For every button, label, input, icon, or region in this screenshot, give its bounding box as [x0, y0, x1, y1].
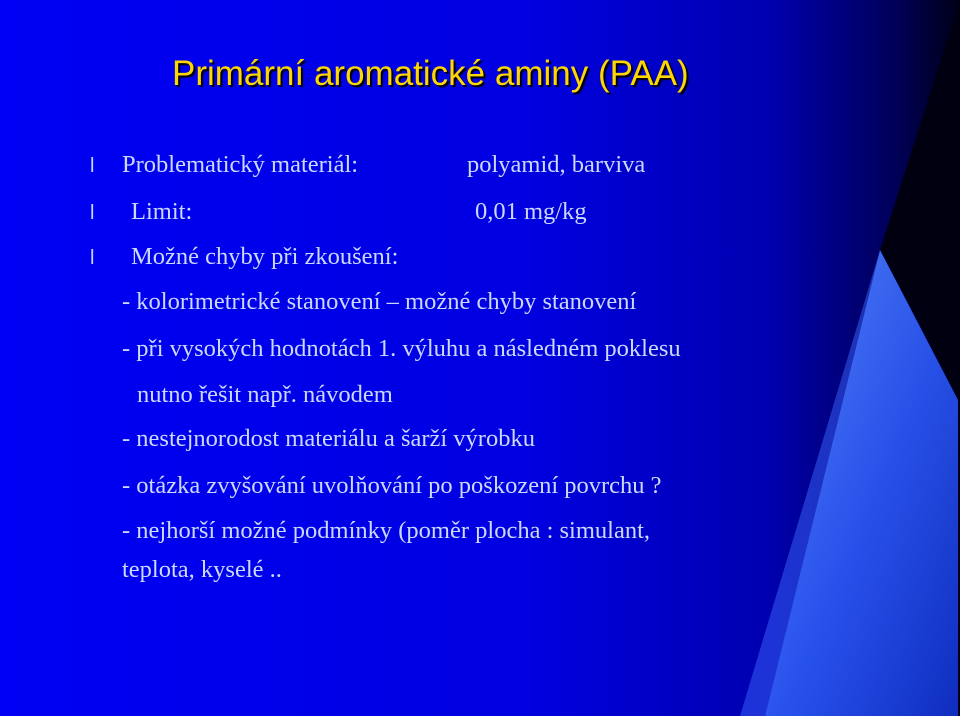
bullet-glyph: l — [90, 202, 95, 224]
subitem-text: - nejhorší možné podmínky (poměr plocha : simulant, — [122, 517, 651, 544]
item-material-value: polyamid, barviva — [467, 151, 646, 178]
bullet-glyph: l — [90, 247, 95, 269]
subitem-text: nutno řešit např. návodem — [137, 381, 393, 408]
item-limit-value: 0,01 mg/kg — [475, 198, 587, 225]
subitem-text: - kolorimetrické stanovení – možné chyby stanovení — [122, 288, 637, 315]
bullet-glyph: l — [90, 155, 95, 177]
slide-title: Primární aromatické aminy (PAA) — [172, 54, 689, 93]
item-errors-label: Možné chyby při zkoušení: — [131, 243, 399, 270]
subitem-text: - při vysokých hodnotách 1. výluhu a následném poklesu — [122, 335, 681, 362]
subitem-text: - otázka zvyšování uvolňování po poškození povrchu ? — [122, 472, 662, 499]
item-limit-label: Limit: — [131, 198, 193, 225]
subitem-text: teplota, kyselé .. — [122, 556, 282, 583]
subitem-text: - nestejnorodost materiálu a šarží výrobku — [122, 425, 535, 452]
item-material-label: Problematický materiál: — [122, 151, 359, 178]
